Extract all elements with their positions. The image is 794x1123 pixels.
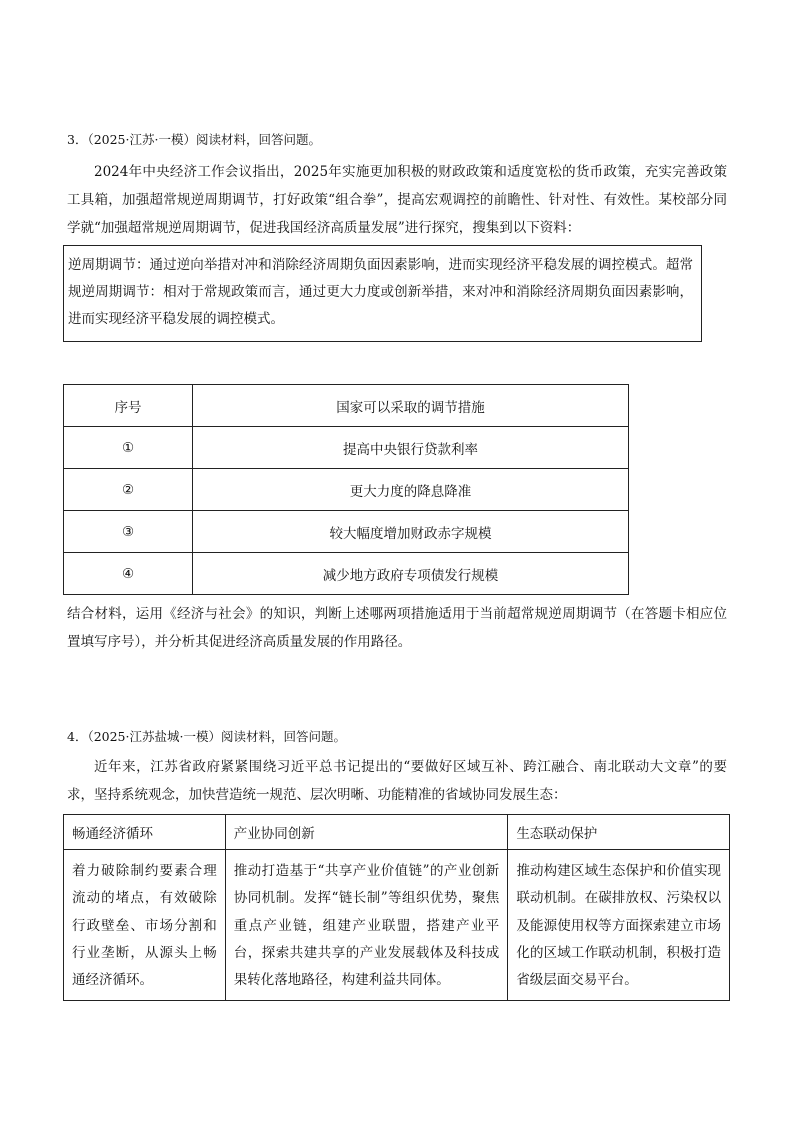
measures-table [63, 384, 629, 595]
table-row [64, 850, 730, 1001]
table-cell: 着力破除制约要素合理流动的堵点，有效破除行政壁垒、市场分割和行业垄断，从源头上畅通经济循环。 [64, 850, 226, 1001]
table-header-row [64, 815, 730, 850]
question-4-intro: 近年来，江苏省政府紧紧围绕习近平总书记提出的“要做好区域互补、跨江融合、南北联动大文章”的要求，坚持系统观念，加快营造统一规范、层次明晰、功能精准的省域协同发展生态： [67, 759, 727, 803]
table-header-cell: 生态联动保护 [508, 815, 730, 850]
coordination-table [63, 814, 730, 1001]
table-cell-number: ③ [64, 511, 193, 553]
table-row [64, 469, 629, 511]
question-3-prompt: 结合材料，运用《经济与社会》的知识，判断上述哪两项措施适用于当前超常规逆周期调节（在答题卡相应位置填写序号），并分析其促进经济高质量发展的作用路径。 [67, 606, 727, 650]
table-cell-measure: 提高中央银行贷款利率 [193, 427, 629, 469]
table-row [64, 511, 629, 553]
table-header-cell: 序号 [64, 385, 193, 427]
table-cell: 推动打造基于“共享产业价值链”的产业创新协同机制。发挥“链长制”等组织优势，聚焦重点产业链，组建产业联盟，搭建产业平台，探索共建共享的产业发展载体及科技成果转化落地路径，构建利益共同体。 [225, 850, 508, 1001]
table-row [64, 553, 629, 595]
question-3-header: 3．（2025·江苏·一模）阅读材料，回答问题。 [67, 132, 321, 147]
table-cell-number: ① [64, 427, 193, 469]
table-header-cell: 国家可以采取的调节措施 [193, 385, 629, 427]
table-row [64, 427, 629, 469]
table-header-row [64, 385, 629, 427]
table-cell-measure: 更大力度的降息降准 [193, 469, 629, 511]
table-header-cell: 产业协同创新 [225, 815, 508, 850]
table-cell-measure: 较大幅度增加财政赤字规模 [193, 511, 629, 553]
table-cell-measure: 减少地方政府专项债发行规模 [193, 553, 629, 595]
question-4-header: 4．（2025·江苏盐城·一模）阅读材料，回答问题。 [67, 729, 346, 744]
table-cell-number: ④ [64, 553, 193, 595]
question-3-intro: 2024年中央经济工作会议指出，2025年实施更加积极的财政政策和适度宽松的货币政策，充实完善政策工具箱，加强超常规逆周期调节，打好政策“组合拳”，提高宏观调控的前瞻性、针对性、有效性。某校部分同学就“加强超常规逆周期调节，促进我国经济高质量发展”进行探究，搜集到以下资料： [67, 164, 727, 236]
table-header-cell: 畅通经济循环 [64, 815, 226, 850]
definition-box: 逆周期调节：通过逆向举措对冲和消除经济周期负面因素影响，进而实现经济平稳发展的调控模式。超常规逆周期调节：相对于常规政策而言，通过更大力度或创新举措，来对冲和消除经济周期负面因素影响，进而实现经济平稳发展的调控模式。 [63, 245, 702, 342]
table-cell-number: ② [64, 469, 193, 511]
table-cell: 推动构建区域生态保护和价值实现联动机制。在碳排放权、污染权以及能源使用权等方面探索建立市场化的区域工作联动机制，积极打造省级层面交易平台。 [508, 850, 730, 1001]
